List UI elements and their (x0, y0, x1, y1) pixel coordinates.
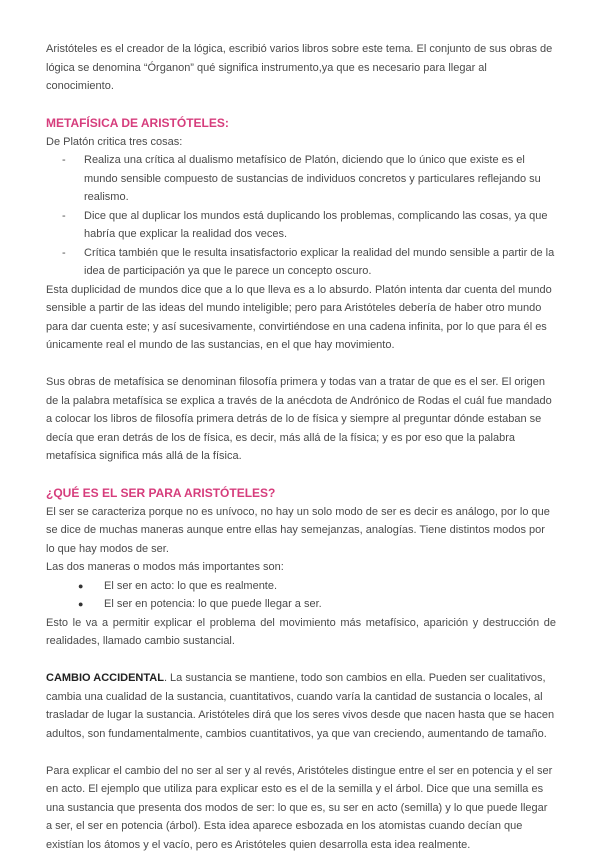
modos-lead: Las dos maneras o modos más importantes son: (46, 558, 556, 577)
dash-bullet: - (62, 207, 66, 226)
cambio-text: . La sustancia se mantiene, todo son cambios en ella. Pueden ser cualitativos, cambia una cualidad de la sustancia, cuantitativos, cuando varía la cantidad de sustancia o locales, al trasladar de lugar la sustancia. Aristóteles dirá que los seres vivos desde que nacen hasta que se hacen adultos, son fundamentalmente, cambios cuantitativos, ya que van creciendo, aumentando de tamaño. (46, 672, 554, 740)
list-item-text: El ser en potencia: lo que puede llegar a ser. (104, 598, 322, 610)
dot-bullet: ● (78, 595, 83, 614)
list-item (84, 207, 556, 244)
modos-list (46, 577, 556, 614)
document-page (46, 40, 556, 854)
intro-paragraph: Aristóteles es el creador de la lógica, escribió varios libros sobre este tema. El conjunto de sus obras de lógica se denomina “Órganon” qué significa instrumento,ya que es necesario para llegar al conocimiento. (46, 40, 556, 96)
list-item (84, 244, 556, 281)
cambio-paragraph (46, 669, 556, 743)
cambio-label: CAMBIO ACCIDENTAL (46, 672, 164, 684)
list-item (104, 595, 556, 614)
spacer (46, 651, 556, 670)
criticas-lead: De Platón critica tres cosas: (46, 133, 556, 152)
spacer (46, 743, 556, 762)
list-item (84, 151, 556, 207)
duplicidad-paragraph: Esta duplicidad de mundos dice que a lo que lleva es a lo absurdo. Platón intenta dar cuenta del mundo sensible a partir de las ideas del mundo inteligible; pero para Aristóteles debería de haber otro mundo para dar cuenta este; y así sucesivamente, convirtiéndose en una cadena infinita, por lo que para él es únicamente real el mundo de las sustancias, en el que hay movimiento. (46, 281, 556, 355)
list-item-text: Crítica también que le resulta insatisfactorio explicar la realidad del mundo sensible a partir de la idea de participación ya que le parece un concepto oscuro. (84, 247, 554, 278)
spacer (46, 96, 556, 115)
ser-paragraph: El ser se caracteriza porque no es unívoco, no hay un solo modo de ser es decir es análogo, por lo que se dice de muchas maneras aunque entre ellas hay semejanzas, analogías. Tiene distintos modos por lo que hay modos de ser. (46, 503, 556, 559)
movimiento-paragraph: Esto le va a permitir explicar el problema del movimiento más metafísico, aparición y destrucción de realidades, llamado cambio sustancial. (46, 614, 556, 651)
dash-bullet: - (62, 151, 66, 170)
list-item (104, 577, 556, 596)
list-item-text: El ser en acto: lo que es realmente. (104, 580, 277, 592)
explicacion-paragraph: Para explicar el cambio del no ser al ser y al revés, Aristóteles distingue entre el ser en potencia y el ser en acto. El ejemplo que utiliza para explicar esto es el de la semilla y el árbol. Dice que una semilla es una sustancia que presenta dos modos de ser: lo que es, su ser en acto (semilla) y lo que puede llegar a ser, el ser en potencia (árbol). Esta idea aparece esbozada en los atomistas cuando decían que existían los átomos y el vacío, pero es Aristóteles quien desarrolla esta idea realmente. (46, 762, 556, 854)
list-item-text: Dice que al duplicar los mundos está duplicando los problemas, complicando las cosas, ya que habría que explicar la realidad dos veces. (84, 210, 547, 241)
spacer (46, 466, 556, 485)
list-item-text: Realiza una crítica al dualismo metafísico de Platón, diciendo que lo único que existe es el mundo sensible compuesto de sustancias de individuos concretos y particulares reflejando su realismo. (84, 154, 541, 203)
spacer (46, 355, 556, 374)
heading-ser: ¿QUÉ ES EL SER PARA ARISTÓTELES? (46, 484, 556, 503)
obras-paragraph: Sus obras de metafísica se denominan filosofía primera y todas van a tratar de que es el ser. El origen de la palabra metafísica se explica a través de la anécdota de Andrónico de Rodas el cuál fue mandado a colocar los libros de filosofía primera detrás de lo de física y siempre al preguntar dónde estaban se decía que eran detrás de los de física, es decir, más allá de la física; y es por eso que la palabra metafísica significa más allá de la física. (46, 373, 556, 466)
criticas-list (46, 151, 556, 281)
dash-bullet: - (62, 244, 66, 263)
heading-metafisica: METAFÍSICA DE ARISTÓTELES: (46, 114, 556, 133)
dot-bullet: ● (78, 577, 83, 596)
